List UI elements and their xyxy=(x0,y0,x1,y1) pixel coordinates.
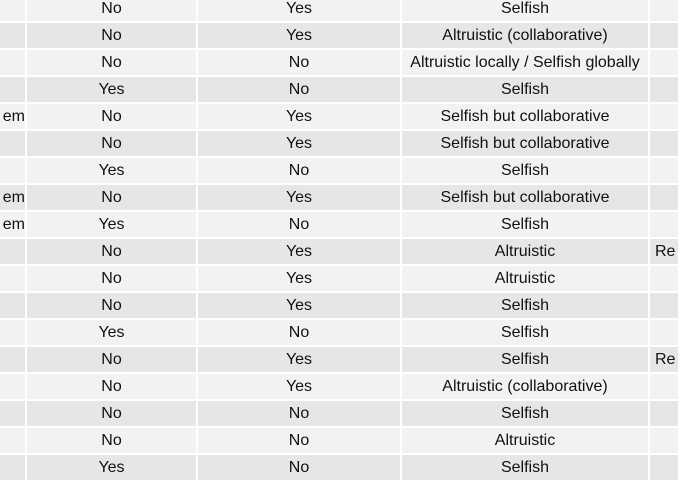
table-row xyxy=(0,293,680,320)
table-row xyxy=(0,158,680,185)
table-cell xyxy=(0,374,27,401)
table-cell xyxy=(0,347,27,374)
table-cell xyxy=(650,23,680,50)
table-cell: No xyxy=(198,320,402,347)
table-cell: Selfish xyxy=(402,320,650,347)
table-cell xyxy=(650,77,680,104)
table-row xyxy=(0,320,680,347)
table-cell: Altruistic xyxy=(402,239,650,266)
table-cell: Yes xyxy=(27,158,198,185)
table-cell: No xyxy=(27,131,198,158)
table-cell xyxy=(0,401,27,428)
table-row xyxy=(0,77,680,104)
table-cell: No xyxy=(27,428,198,455)
table-cell xyxy=(650,212,680,239)
table-cell xyxy=(650,374,680,401)
table-cell xyxy=(650,320,680,347)
table-cell: Selfish xyxy=(402,158,650,185)
table-cell: Selfish xyxy=(402,0,650,23)
table-cell: No xyxy=(27,374,198,401)
table-row xyxy=(0,0,680,23)
table-cell: Yes xyxy=(27,455,198,482)
table-cell: Yes xyxy=(27,212,198,239)
table-row xyxy=(0,131,680,158)
table-cell xyxy=(0,266,27,293)
table-cell: Altruistic xyxy=(402,266,650,293)
table-cell: Yes xyxy=(198,0,402,23)
table-cell: No xyxy=(198,455,402,482)
table-row xyxy=(0,212,680,239)
table-cell: Yes xyxy=(198,131,402,158)
table-cell: Selfish xyxy=(402,347,650,374)
table-cell: Yes xyxy=(198,239,402,266)
table-cell: Yes xyxy=(198,347,402,374)
table-cell: No xyxy=(198,401,402,428)
table-cell xyxy=(650,0,680,23)
table-cell xyxy=(0,131,27,158)
table-cell: No xyxy=(198,77,402,104)
table-cell: No xyxy=(27,401,198,428)
table-row xyxy=(0,455,680,482)
table-cell: Altruistic (collaborative) xyxy=(402,374,650,401)
table-cell: Selfish xyxy=(402,293,650,320)
table-cell: em xyxy=(0,212,27,239)
table-cell: No xyxy=(27,185,198,212)
table-cell: Yes xyxy=(198,374,402,401)
table-row xyxy=(0,347,680,374)
table-cell: Selfish but collaborative xyxy=(402,104,650,131)
table-cell: Selfish xyxy=(402,455,650,482)
table-cell: No xyxy=(198,212,402,239)
table-cell xyxy=(650,131,680,158)
table-cell: No xyxy=(27,50,198,77)
table-cell: Yes xyxy=(198,293,402,320)
table-row xyxy=(0,185,680,212)
table-cell xyxy=(0,293,27,320)
table-cell: No xyxy=(198,428,402,455)
table-cell: No xyxy=(198,158,402,185)
table-cell xyxy=(0,455,27,482)
table-cell: em xyxy=(0,104,27,131)
table-cell: Altruistic (collaborative) xyxy=(402,23,650,50)
table-cell xyxy=(0,50,27,77)
table-cell: Selfish xyxy=(402,401,650,428)
table-cell: Yes xyxy=(198,23,402,50)
table-cell xyxy=(0,77,27,104)
table-row xyxy=(0,428,680,455)
table-cell: Yes xyxy=(27,320,198,347)
table-cell: Altruistic locally / Selfish globally xyxy=(402,50,650,77)
table-cell xyxy=(0,428,27,455)
table-row xyxy=(0,104,680,131)
table-row xyxy=(0,374,680,401)
table-cell: Selfish but collaborative xyxy=(402,185,650,212)
table-cell: No xyxy=(27,293,198,320)
table-cell: No xyxy=(27,266,198,293)
table-cell: Yes xyxy=(198,266,402,293)
table-cell: Yes xyxy=(198,104,402,131)
table-cell: Selfish xyxy=(402,77,650,104)
table-cell xyxy=(650,401,680,428)
table-row xyxy=(0,401,680,428)
table-cell: Yes xyxy=(27,77,198,104)
table-cell xyxy=(650,293,680,320)
table-row xyxy=(0,239,680,266)
table-cell: Yes xyxy=(198,185,402,212)
table-cell xyxy=(0,239,27,266)
table-row xyxy=(0,266,680,293)
table-cell xyxy=(0,0,27,23)
table-row xyxy=(0,50,680,77)
table-cell: Re xyxy=(650,347,680,374)
table-cell xyxy=(650,266,680,293)
table-row xyxy=(0,23,680,50)
table-cell xyxy=(650,50,680,77)
table-cell xyxy=(650,158,680,185)
table-cell: No xyxy=(27,23,198,50)
table-cell xyxy=(0,158,27,185)
table-cell: Altruistic xyxy=(402,428,650,455)
table-cell xyxy=(650,428,680,455)
table-cell: Selfish but collaborative xyxy=(402,131,650,158)
table-cell: Selfish xyxy=(402,212,650,239)
table-cell xyxy=(0,23,27,50)
table-cell xyxy=(650,185,680,212)
table-cell xyxy=(650,455,680,482)
table-cell: No xyxy=(27,0,198,23)
table-cell: No xyxy=(27,347,198,374)
table-cell xyxy=(0,320,27,347)
table-cell: em xyxy=(0,185,27,212)
table-cell: No xyxy=(27,239,198,266)
table-cell: No xyxy=(198,50,402,77)
table-cell: No xyxy=(27,104,198,131)
table-cell: Re xyxy=(650,239,680,266)
table-cell xyxy=(650,104,680,131)
